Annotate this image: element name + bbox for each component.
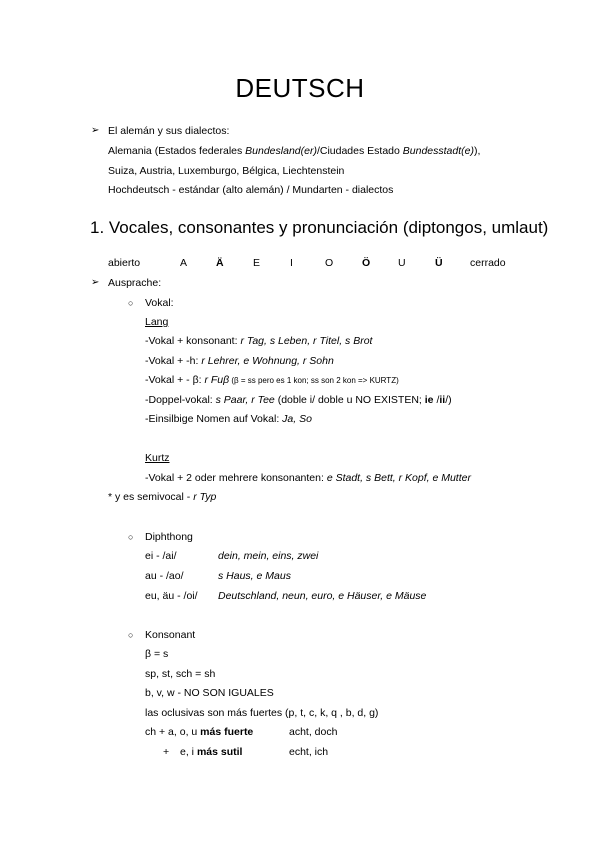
lang-row: -Vokal + konsonant: r Tag, s Leben, r Titel, s Brot [145,335,373,347]
circle-bullet-icon: ○ [128,532,134,542]
vowel-letter: Ü [435,257,443,269]
ch-strong-row: ch + a, o, u más fuerte [145,726,254,738]
arrow-bullet-icon: ➢ [91,125,100,136]
plus-icon: + [163,746,170,758]
diphthong-key: eu, äu - /oi/ [145,590,198,602]
ch-soft-examples: echt, ich [289,746,329,758]
vowel-letter: E [253,257,261,269]
diphthong-examples: Deutschland, neun, euro, e Häuser, e Mäuse [218,590,427,602]
lang-heading: Lang [145,316,169,328]
ch-strong-examples: acht, doch [289,726,338,738]
konsonant-row: β = s [145,648,169,660]
semivocal-note: * y es semivocal - r Typ [108,491,217,503]
diphthong-examples: dein, mein, eins, zwei [218,550,319,562]
vowel-letter: O [325,257,334,269]
lang-row: -Vokal + -h: r Lehrer, e Wohnung, r Sohn [145,355,334,367]
intro-line-2: Suiza, Austria, Luxemburgo, Bélgica, Liechtenstein [108,165,345,177]
intro-heading: El alemán y sus dialectos: [108,125,230,137]
konsonant-row: las oclusivas son más fuertes (p, t, c, k, q , b, d, g) [145,707,379,719]
section-heading: 1. Vocales, consonantes y pronunciación (diptongos, umlaut) [90,218,549,237]
diphthong-label: Diphthong [145,531,193,543]
arrow-bullet-icon: ➢ [91,277,100,288]
vowel-letter: A [180,257,188,269]
intro-line-1: Alemania (Estados federales Bundesland(er)/Ciudades Estado Bundesstadt(e)), [108,145,481,157]
vowel-letter: I [290,257,293,269]
scale-right-label: cerrado [470,257,506,269]
vowel-letter: Ö [362,257,371,269]
diphthong-examples: s Haus, e Maus [218,570,291,582]
lang-row: -Vokal + - β: r Fuβ (β = ss pero es 1 kon; ss son 2 kon => KURTZ) [145,374,399,386]
kurtz-heading: Kurtz [145,452,170,464]
ch-soft-row: e, i más sutil [180,746,243,758]
intro-line-3: Hochdeutsch - estándar (alto alemán) / Mundarten - dialectos [108,184,394,196]
lang-row: -Doppel-vokal: s Paar, r Tee (doble i/ doble u NO EXISTEN; ie /ii/) [145,394,452,406]
scale-left-label: abierto [108,257,141,269]
circle-bullet-icon: ○ [128,630,134,640]
lang-row: -Einsilbige Nomen auf Vokal: Ja, So [145,413,312,425]
page-title: DEUTSCH [235,73,365,103]
vokal-label: Vokal: [145,297,174,309]
diphthong-key: au - /ao/ [145,570,184,582]
aussprache-label: Ausprache: [108,277,162,289]
diphthong-key: ei - /ai/ [145,550,177,562]
konsonant-label: Konsonant [145,629,196,641]
vowel-letter: U [398,257,406,269]
konsonant-row: sp, st, sch = sh [145,668,216,680]
circle-bullet-icon: ○ [128,298,134,308]
konsonant-row: b, v, w - NO SON IGUALES [145,687,274,699]
vowel-letter: Ä [216,257,224,269]
kurtz-row: -Vokal + 2 oder mehrere konsonanten: e Stadt, s Bett, r Kopf, e Mutter [145,472,471,484]
